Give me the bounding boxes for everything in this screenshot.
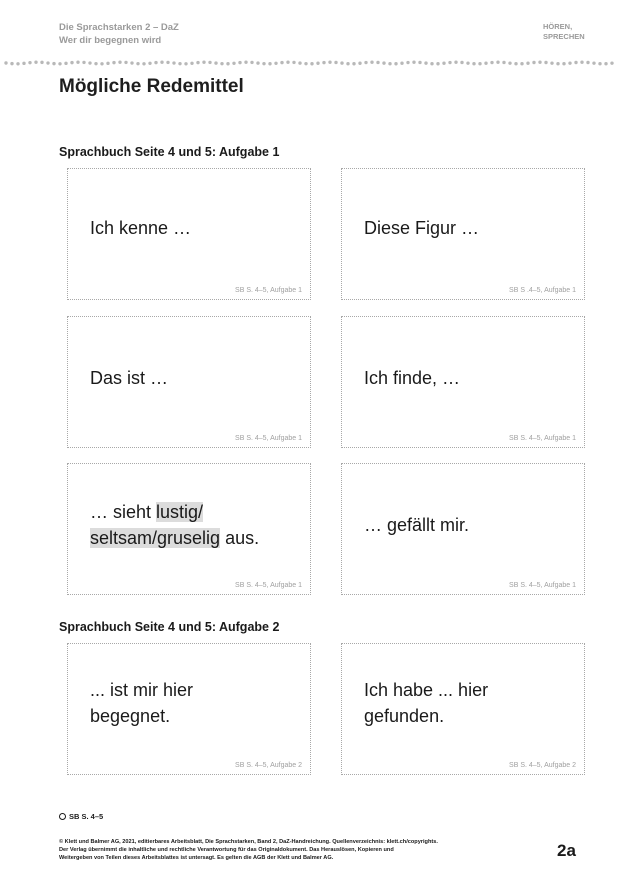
page-number: 2a [557, 841, 576, 860]
divider-dot [514, 62, 517, 65]
card-phrase-line: gefunden. [364, 706, 445, 726]
phrase-card [67, 316, 311, 448]
highlighted-word: lustig/ [156, 502, 204, 522]
divider-dot [328, 61, 331, 64]
divider-dot [304, 62, 307, 65]
divider-dot [226, 62, 229, 65]
phrase-card [341, 643, 585, 775]
phrase-card [341, 168, 585, 300]
divider-dot [580, 61, 583, 64]
highlighted-word: seltsam/gruselig [90, 528, 221, 548]
divider-dot [124, 61, 127, 64]
divider-dot [526, 61, 529, 64]
phrase-card [67, 643, 311, 775]
card-phrase-line: ... ist mir hier [90, 680, 194, 700]
divider-dot [154, 61, 157, 64]
card-reference: SB S. 4–5, Aufgabe 1 [235, 435, 302, 442]
phrase-card [67, 463, 311, 595]
divider-dot [430, 62, 433, 65]
divider-dot [322, 61, 325, 64]
divider-dot [586, 61, 589, 64]
header-unit-title: Wer dir begegnen wird [59, 34, 162, 46]
copyright-notice [59, 838, 509, 862]
card-phrase: Ich kenne … [90, 218, 192, 238]
divider-dot [472, 62, 475, 65]
divider-dot [388, 62, 391, 65]
card-phrase [90, 499, 259, 551]
divider-dot [190, 62, 193, 65]
divider-dot [40, 61, 43, 64]
divider-dot [280, 61, 283, 64]
divider-dot [82, 61, 85, 64]
divider-dot [286, 61, 289, 64]
header-skill-line2: SPRECHEN [543, 32, 585, 41]
divider-dot [100, 62, 103, 65]
divider-dot [562, 62, 565, 65]
card-phrase: Ich finde, … [364, 368, 461, 388]
divider-dot [262, 62, 265, 65]
divider-dot [412, 61, 415, 64]
divider-dot [64, 62, 67, 65]
divider-dot [52, 62, 55, 65]
divider-dot [130, 61, 133, 64]
divider-dot [550, 61, 553, 64]
card-phrase: … gefällt mir. [364, 515, 470, 535]
card-reference: SB S. 4–5, Aufgabe 1 [235, 287, 302, 294]
divider-dot [310, 62, 313, 65]
divider-dot [172, 61, 175, 64]
divider-dot [166, 61, 169, 64]
header-skill-line1: HÖREN, [543, 22, 573, 31]
phrase-card [67, 168, 311, 300]
divider-dot [502, 61, 505, 64]
divider-dot [442, 62, 445, 65]
divider-dot [556, 62, 559, 65]
divider-dot [16, 62, 19, 65]
divider-dot [532, 61, 535, 64]
divider-dot [568, 61, 571, 64]
divider-dot [136, 62, 139, 65]
footer-reference [59, 812, 103, 821]
footer-reference-text: SB S. 4–5 [69, 812, 104, 821]
divider-dot [106, 62, 109, 65]
divider-dot [340, 61, 343, 64]
divider-dot [28, 61, 31, 64]
divider-dot [94, 62, 97, 65]
phrase-card [341, 463, 585, 595]
divider-dot [394, 62, 397, 65]
divider-dot [34, 61, 37, 64]
divider-dot [316, 62, 319, 65]
divider-dot [10, 62, 13, 65]
divider-dot [496, 61, 499, 64]
card-reference: SB S. 4–5, Aufgabe 2 [509, 762, 576, 769]
header-book-title: Die Sprachstarken 2 – DaZ [59, 22, 179, 33]
divider-dot [214, 61, 217, 64]
divider-dot [118, 61, 121, 64]
divider-dot [184, 62, 187, 65]
divider-dot [520, 62, 523, 65]
divider-dot [610, 61, 613, 64]
divider-dot [148, 62, 151, 65]
divider-dot [22, 62, 25, 65]
circle-icon [59, 813, 66, 820]
divider-dot [592, 61, 595, 64]
divider-dot [484, 62, 487, 65]
divider-dot [598, 62, 601, 65]
divider-dot [4, 61, 7, 64]
divider-dot [460, 61, 463, 64]
divider-dot [490, 61, 493, 64]
divider-dot [46, 61, 49, 64]
copyright-line: © Klett und Balmer AG, 2021, editierbares Arbeitsblatt, Die Sprachstarken, Band 2, DaZ-Handreichung. Quellenverzeichnis: klett.ch/copyrights. [59, 839, 438, 845]
card-reference: SB S .4–5, Aufgabe 1 [509, 287, 576, 294]
divider-dot [358, 62, 361, 65]
divider-dot [58, 62, 61, 65]
divider-dot [196, 61, 199, 64]
header-book-info [59, 22, 179, 47]
divider-dot [346, 62, 349, 65]
divider-dot [382, 61, 385, 64]
card-phrase-line: Ich habe ... hier [364, 680, 489, 700]
divider-dot [202, 61, 205, 64]
card-reference: SB S. 4–5, Aufgabe 2 [235, 762, 302, 769]
card-phrase-line: begegnet. [90, 706, 171, 726]
divider-dot [268, 62, 271, 65]
header-skill [543, 22, 585, 42]
divider-dot [88, 61, 91, 64]
divider-dot [298, 61, 301, 64]
divider-dot [178, 62, 181, 65]
card-reference: SB S. 4–5, Aufgabe 1 [509, 435, 576, 442]
card-phrase: Diese Figur … [364, 218, 480, 238]
card-phrase [90, 677, 193, 729]
divider-dot [274, 62, 277, 65]
divider-dot [220, 62, 223, 65]
copyright-line: Der Verlag übernimmt die inhaltliche und rechtliche Verantwortung für das Originaldokument. Das Herauslösen, Kopieren und [59, 847, 394, 853]
divider-dot [70, 61, 73, 64]
divider-dot [508, 61, 511, 64]
divider-dot [76, 61, 79, 64]
card-phrase-text: aus. [220, 528, 260, 548]
divider-dot [334, 61, 337, 64]
card-reference: SB S. 4–5, Aufgabe 1 [235, 582, 302, 589]
card-phrase: Das ist … [90, 368, 169, 388]
divider-dot [400, 62, 403, 65]
divider-dot [364, 61, 367, 64]
divider-dot [250, 61, 253, 64]
divider-dot [466, 61, 469, 64]
divider-dot [448, 61, 451, 64]
card-phrase [364, 677, 488, 729]
page-title: Mögliche Redemittel [59, 76, 244, 97]
divider-dot [574, 61, 577, 64]
divider-dot [208, 61, 211, 64]
divider-dot [406, 61, 409, 64]
divider-dot [232, 62, 235, 65]
divider-dot [370, 61, 373, 64]
divider-dot [112, 61, 115, 64]
divider-dot [244, 61, 247, 64]
divider-dot [538, 61, 541, 64]
copyright-line: Weitergeben von Teilen dieses Arbeitsblattes ist untersagt. Es gelten die AGB der Klett und Balmer AG. [59, 855, 334, 861]
divider-dot [238, 61, 241, 64]
card-reference: SB S. 4–5, Aufgabe 1 [509, 582, 576, 589]
divider-dot [376, 61, 379, 64]
dotted-divider [2, 58, 620, 70]
divider-dot [256, 61, 259, 64]
divider-dot [454, 61, 457, 64]
divider-dot [424, 61, 427, 64]
divider-dot [604, 62, 607, 65]
divider-dot [292, 61, 295, 64]
divider-dot [142, 62, 145, 65]
section-title-aufgabe-2: Sprachbuch Seite 4 und 5: Aufgabe 2 [59, 620, 280, 634]
divider-dot [418, 61, 421, 64]
divider-dot [352, 62, 355, 65]
divider-dot [478, 62, 481, 65]
section-title-aufgabe-1: Sprachbuch Seite 4 und 5: Aufgabe 1 [59, 145, 280, 159]
phrase-card [341, 316, 585, 448]
card-phrase-text: … sieht [90, 502, 157, 522]
divider-dot [436, 62, 439, 65]
divider-dot [160, 61, 163, 64]
divider-dot [544, 61, 547, 64]
